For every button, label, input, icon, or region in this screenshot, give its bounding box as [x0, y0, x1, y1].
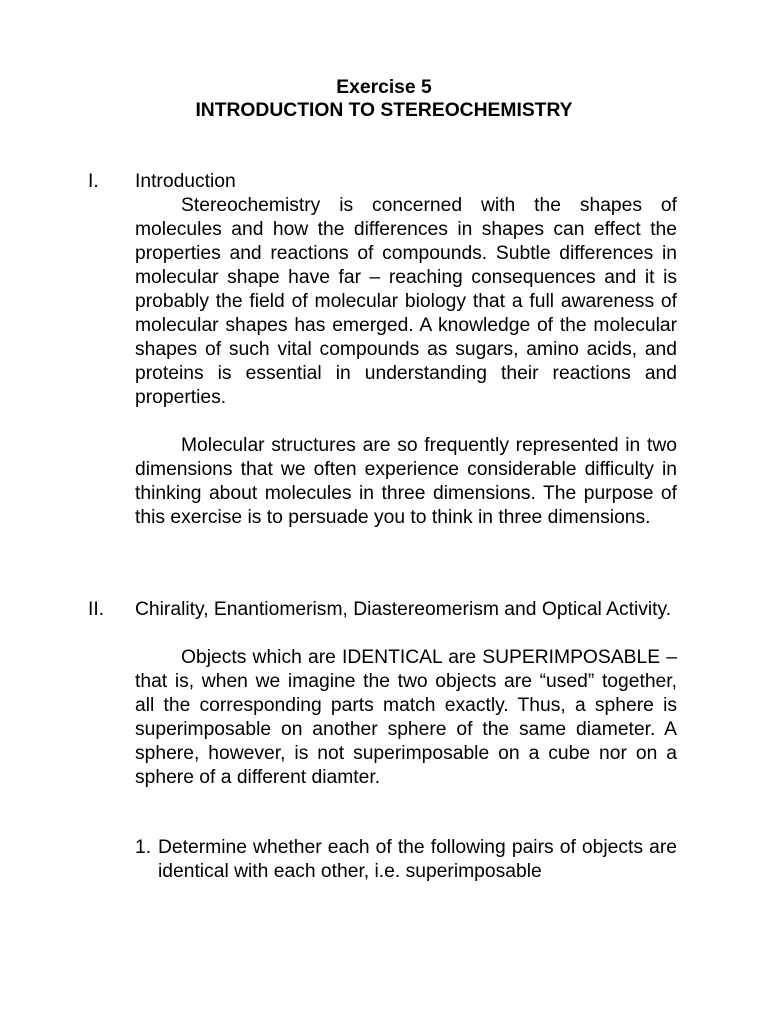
exercise-title: Exercise 5	[336, 77, 432, 98]
section-introduction	[135, 170, 677, 530]
paragraph-intro-2: Molecular structures are so frequently represented in two dimensions that we often experience considerable difficulty in thinking about molecules in three dimensions. The purpose of this exercise is to persuade you to think in three dimensions.	[135, 435, 677, 528]
section-number-1: I.	[88, 171, 99, 192]
list-item-number: 1.	[135, 837, 152, 858]
section-heading-chirality: Chirality, Enantiomerism, Diastereomerism and Optical Activity.	[135, 599, 672, 620]
paragraph-chirality-1: Objects which are IDENTICAL are SUPERIMPOSABLE – that is, when we imagine the two objects are “used” together, all the corresponding parts match exactly. Thus, a sphere is superimposable on another sphere of the same diameter. A sphere, however, is not superimposable on a cube nor on a sphere of a different diamter.	[135, 647, 677, 788]
list-item	[135, 836, 677, 884]
section-number-2: II.	[88, 599, 105, 620]
paragraph-intro-1: Stereochemistry is concerned with the shapes of molecules and how the differences in shapes can effect the properties and reactions of compounds. Subtle differences in molecular shape have far – reaching consequences and it is probably the field of molecular biology that a full awareness of molecular shapes has emerged. A knowledge of the molecular shapes of such vital compounds as sugars, amino acids, and proteins is essential in understanding their reactions and properties.	[135, 195, 677, 408]
exercise-subtitle: INTRODUCTION TO STEREOCHEMISTRY	[195, 100, 573, 121]
section-chirality	[135, 598, 677, 790]
section-heading-introduction: Introduction	[135, 171, 236, 192]
list-item-text: Determine whether each of the following pairs of objects are identical with each other, i.e. superimposable	[158, 837, 677, 882]
